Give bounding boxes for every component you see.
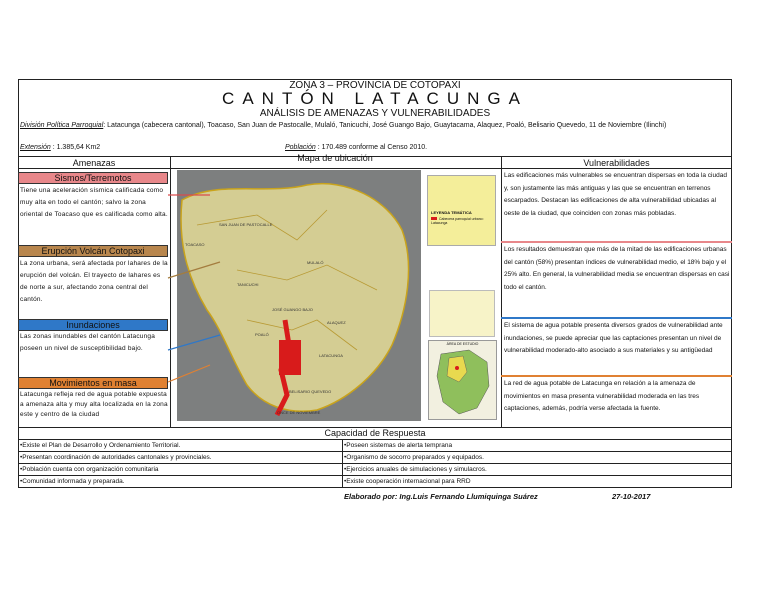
population [285,144,427,151]
text-sismos: Tiene una aceleración sísmica calificada como muy alta en todo el cantón; salvo la zona oriental de Toacaso que es calificada como alta. [20,187,168,218]
text-movimientos: Latacunga refleja red de agua potable expuesta a amenaza alta y muy alta localizada en la zona este y centro de la ciudad [20,391,168,418]
tag-sismos: Sismos/Terremotos [18,172,168,184]
arrow-inundaciones [168,335,220,350]
divider [18,439,732,440]
canton-title: CANTÓN LATACUNGA [222,89,528,108]
author-credit: Elaborado por: Ing.Luis Fernando Llumiquinga Suárez [344,492,538,501]
place-label: BELISARIO QUEVEDO [289,389,332,394]
legend-item-label: Cabecera parroquial urbano: Latacunga [431,217,484,225]
capacidad-right-1: •Poseen sistemas de alerta temprana [344,442,453,449]
legend-swatch [431,217,437,220]
tag-movimientos: Movimientos en masa [18,377,168,389]
inset-label: ÁREA DE ESTUDIO [446,342,479,346]
population-value: : 170.489 conforme al Censo 2010. [317,144,428,151]
date: 27-10-2017 [612,492,651,501]
capacidad-right-4: •Existe cooperación internacional para RRD [344,478,471,485]
capacidad-left-3: •Población cuenta con organización comunitaria [20,466,159,473]
mapa-header: Mapa de ubicación [297,153,373,163]
place-label: TANICUCHI [237,282,259,287]
divider [18,475,732,476]
extension-label: Extensión [20,144,51,151]
vulnerabilidad-4: La red de agua potable de Latacunga en relación a la amenaza de movimientos en masa presenta vulnerabilidad moderada en las tres captaciones, además, podría verse afectada la fuente. [504,380,700,412]
text-erupcion: La zona urbana, será afectada por lahares de la erupción del volcán. El trayecto de lahares es de norte a sur, afectando zona central del cantón. [20,260,168,303]
divider [18,451,732,452]
tag-inundaciones: Inundaciones [18,319,168,331]
amenazas-header: Amenazas [72,158,116,168]
divider [501,156,502,427]
ecuador-inset-svg [429,346,497,418]
vulnerabilidad-1: Las edificaciones más vulnerables se encuentran dispersas en toda la ciudad y, son justamente las más antiguas y las que se encuentran en terrenos escarpados. Destacan las edificaciones de alta vulnerabilidad ubicadas al oeste de la ciudad, que coinciden con zonas más pobladas. [504,172,727,217]
capacidad-left-1: •Existe el Plan de Desarrollo y Ordenamiento Territorial. [20,442,181,449]
divider-movimientos [501,375,732,377]
arrow-erupcion [168,262,220,278]
vulnerabilidades-header: Vulnerabilidades [583,158,650,168]
legend-title: LEYENDA TEMÁTICA [431,210,472,215]
population-label: Población [285,144,316,151]
place-label: ALAQUEZ [327,320,346,325]
extension [20,144,100,151]
place-label: ONCE DE NOVIEMBRE [277,410,321,415]
capacidad-left-4: •Comunidad informada y preparada. [20,478,125,485]
place-label: TOACASO [185,242,205,247]
latacunga-urban [279,340,301,375]
division-label: División Política Parroquial [20,122,104,129]
divider-sismos [501,241,732,243]
place-label: POALÓ [255,332,269,337]
arrow-movimientos [168,365,210,382]
division-text: : Latacunga (cabecera cantonal), Toacaso, San Juan de Pastocalle, Mulaló, Tanicuchi, José Guango Bajo, Guaytacama, Alaquez, Poaló, Belisario Quevedo, 11 de Noviembre (Ilinchi) [103,122,667,129]
analysis-subtitle: ANÁLISIS DE AMENAZAS Y VULNERABILIDADES [259,108,491,119]
divider-inundaciones [501,317,732,319]
callout-arrows [150,190,230,390]
division-politica [20,121,728,130]
map-secondary-legend [429,290,495,337]
place-label: JOSÉ GUANGO BAJO [272,307,313,312]
map-legend [427,175,496,246]
capacidad-title: Capacidad de Respuesta [324,428,426,438]
extension-value: : 1.385,64 Km2 [52,144,101,151]
vulnerabilidad-3: El sistema de agua potable presenta diversos grados de vulnerabilidad ante inundaciones, se puede apreciar que las captaciones presentan un nivel de vulnerabilidad moderado-alto asociado a sus materiales y su antigüedad [504,322,723,354]
legend-item [431,217,495,225]
capacidad-left-2: •Presentan coordinación de autoridades cantonales y provinciales. [20,454,212,461]
study-area-marker [455,366,459,370]
capacidad-right-3: •Ejercicios anuales de simulaciones y simulacros. [344,466,487,473]
divider [18,463,732,464]
capacidad-right-2: •Organismo de socorro preparados y equipados. [344,454,484,461]
inset-map [428,340,497,420]
text-inundaciones: Las zonas inundables del cantón Latacunga poseen un nivel de susceptibilidad bajo. [20,333,156,352]
place-label: MULALÓ [307,260,324,265]
place-label: LATACUNGA [319,353,343,358]
place-label: SAN JUAN DE PASTOCALLE [219,222,273,227]
zone-title: ZONA 3 – PROVINCIA DE COTOPAXI [289,80,461,91]
vulnerabilidad-2: Los resultados demuestran que más de la mitad de las edificaciones urbanas del cantón (58%) presentan índices de vulnerabilidad medio, el 18% bajo y el 25% alto. En general, la vulnerabilidad media se encuentran dispersas en casi todo el cantón. [504,246,730,291]
divider [18,168,732,169]
tag-erupcion: Erupción Volcán Cotopaxi [18,245,168,257]
